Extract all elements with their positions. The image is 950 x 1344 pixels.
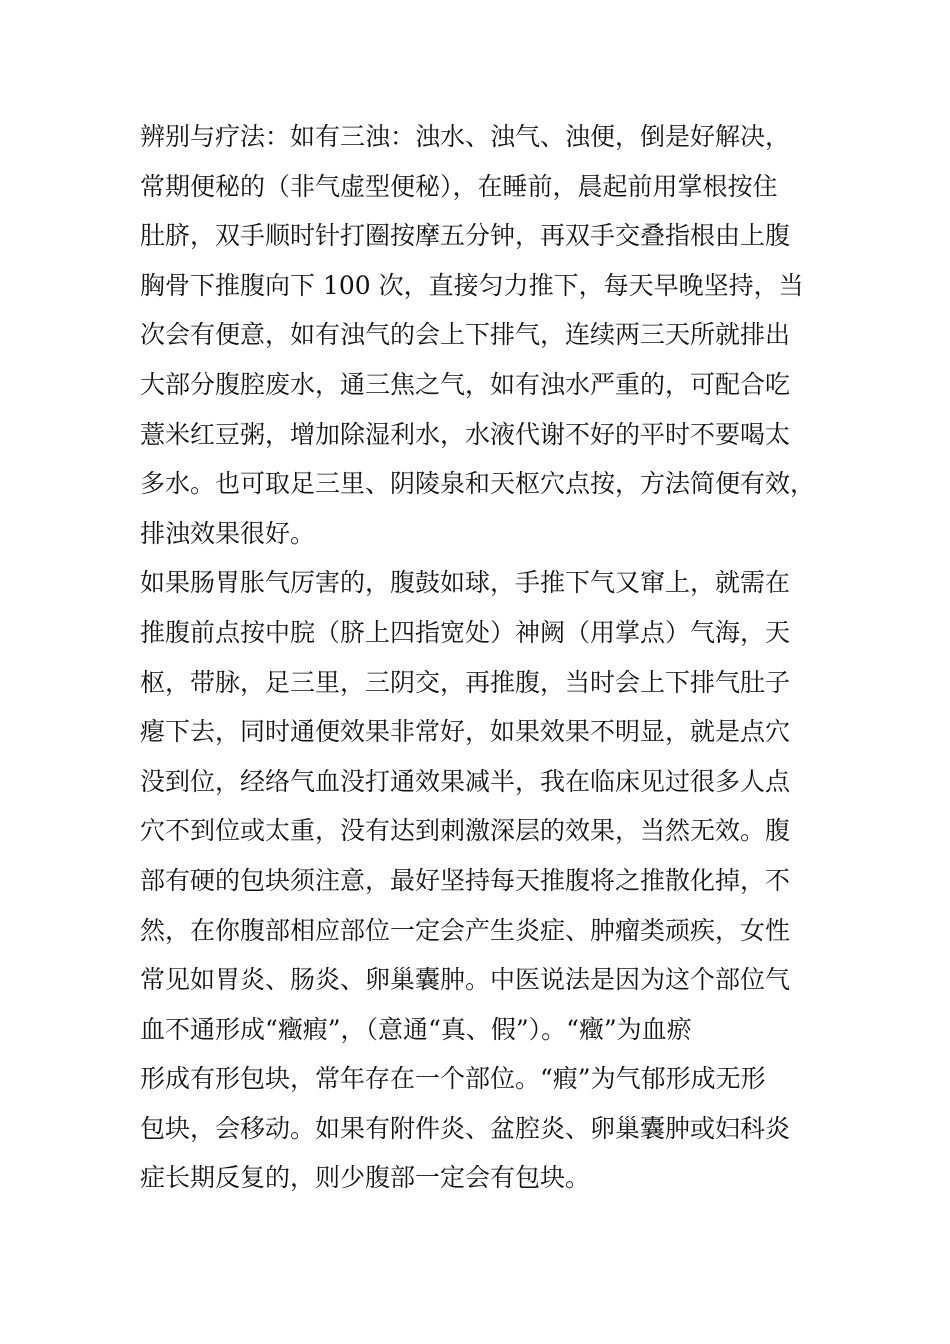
text-line: 没到位，经络气血没打通效果减半，我在临床见过很多人点 <box>140 766 791 796</box>
text-line: 枢，带脉，足三里，三阴交，再推腹，当时会上下排气肚子 <box>140 667 791 697</box>
text-line: 多水。也可取足三里、阴陵泉和天枢穴点按，方法简便有效， <box>140 469 816 499</box>
text-line: 胸骨下推腹向下 100 次，直接匀力推下，每天早晚坚持，当 <box>140 270 804 300</box>
text-line: 包块，会移动。如果有附件炎、盆腔炎、卵巢囊肿或妇科炎 <box>140 1113 791 1143</box>
text-line: 瘪下去，同时通便效果非常好，如果效果不明显，就是点穴 <box>140 717 791 747</box>
text-line: 症长期反复的，则少腹部一定会有包块。 <box>140 1163 591 1193</box>
text-line: 次会有便意，如有浊气的会上下排气，连续两三天所就排出 <box>140 320 791 350</box>
text-line: 穴不到位或太重，没有达到刺激深层的效果，当然无效。腹 <box>140 816 791 846</box>
text-line: 薏米红豆粥，增加除湿利水，水液代谢不好的平时不要喝太 <box>140 419 791 449</box>
text-line: 推腹前点按中脘（脐上四指宽处）神阙（用掌点）气海，天 <box>140 617 791 647</box>
text-line: 如果肠胃胀气厉害的，腹鼓如球，手推下气又窜上，就需在 <box>140 568 791 598</box>
text-line: 血不通形成“癥瘕”，（意通“真、假”）。“癥”为血瘀 <box>140 1014 692 1044</box>
text-line: 形成有形包块，常年存在一个部位。“瘕”为气郁形成无形 <box>140 1064 766 1094</box>
text-line: 然，在你腹部相应部位一定会产生炎症、肿瘤类顽疾，女性 <box>140 915 791 945</box>
text-line: 常见如胃炎、肠炎、卵巢囊肿。中医说法是因为这个部位气 <box>140 965 791 995</box>
body-text <box>140 112 830 1203</box>
text-line: 部有硬的包块须注意，最好坚持每天推腹将之推散化掉，不 <box>140 865 791 895</box>
text-line: 常期便秘的（非气虚型便秘），在睡前，晨起前用掌根按住 <box>140 171 778 201</box>
text-line: 大部分腹腔废水，通三焦之气，如有浊水严重的，可配合吃 <box>140 369 791 399</box>
text-line: 排浊效果很好。 <box>140 518 316 548</box>
text-line: 肚脐，双手顺时针打圈按摩五分钟，再双手交叠指根由上腹 <box>140 221 791 251</box>
text-line: 辨别与疗法：如有三浊：浊水、浊气、浊便，倒是好解决， <box>140 122 791 151</box>
